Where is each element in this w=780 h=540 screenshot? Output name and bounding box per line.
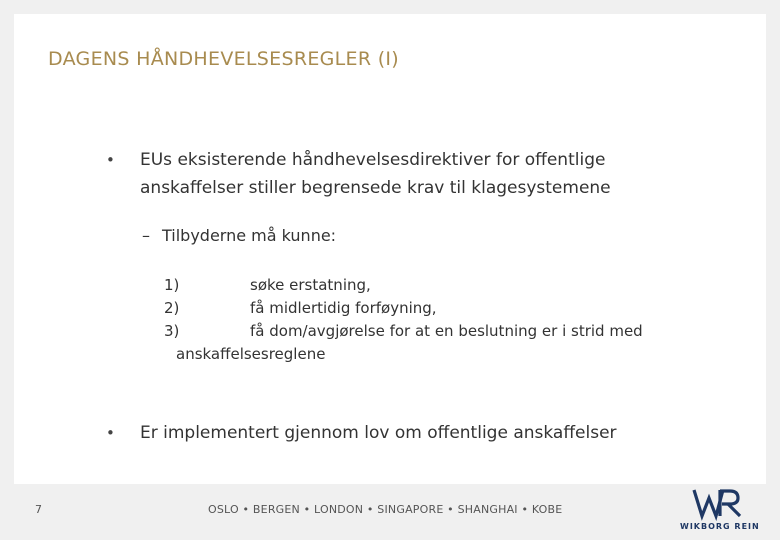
bullet-marker: • [106,424,115,442]
list-number: 3) [164,322,180,340]
sub-bullet-marker: – [142,226,150,245]
list-text: få midlertidig forføyning, [250,299,437,317]
list-item [164,297,437,320]
list-item [164,320,643,343]
wikborg-rein-logo [676,486,766,534]
sub-bullet-text: Tilbyderne må kunne: [162,226,337,245]
bullet-text: EUs eksisterende håndhevelsesdirektiver for offentlige anskaffelser stiller begrensede krav til klagesystemene [140,150,611,198]
page-number: 7 [35,503,42,516]
list-number: 2) [164,299,180,317]
list-text: få dom/avgjørelse for at en beslutning er i strid med [250,322,643,340]
wr-monogram-icon [676,486,766,522]
slide-title: DAGENS HÅNDHEVELSESREGLER (I) [48,48,400,70]
list-text: søke erstatning, [250,276,371,294]
slide [14,14,766,484]
numbered-list [164,274,643,366]
footer-offices: OSLO • BERGEN • LONDON • SINGAPORE • SHANGHAI • KOBE [208,503,563,516]
list-continuation: anskaffelsesreglene [176,345,326,363]
bullet-text: Er implementert gjennom lov om offentlige anskaffelser [140,423,617,443]
list-number: 1) [164,276,180,294]
sub-bullet [142,226,336,245]
list-item [164,274,371,297]
logo-text: WIKBORG REIN [680,522,760,531]
bullet-marker: • [106,151,115,169]
